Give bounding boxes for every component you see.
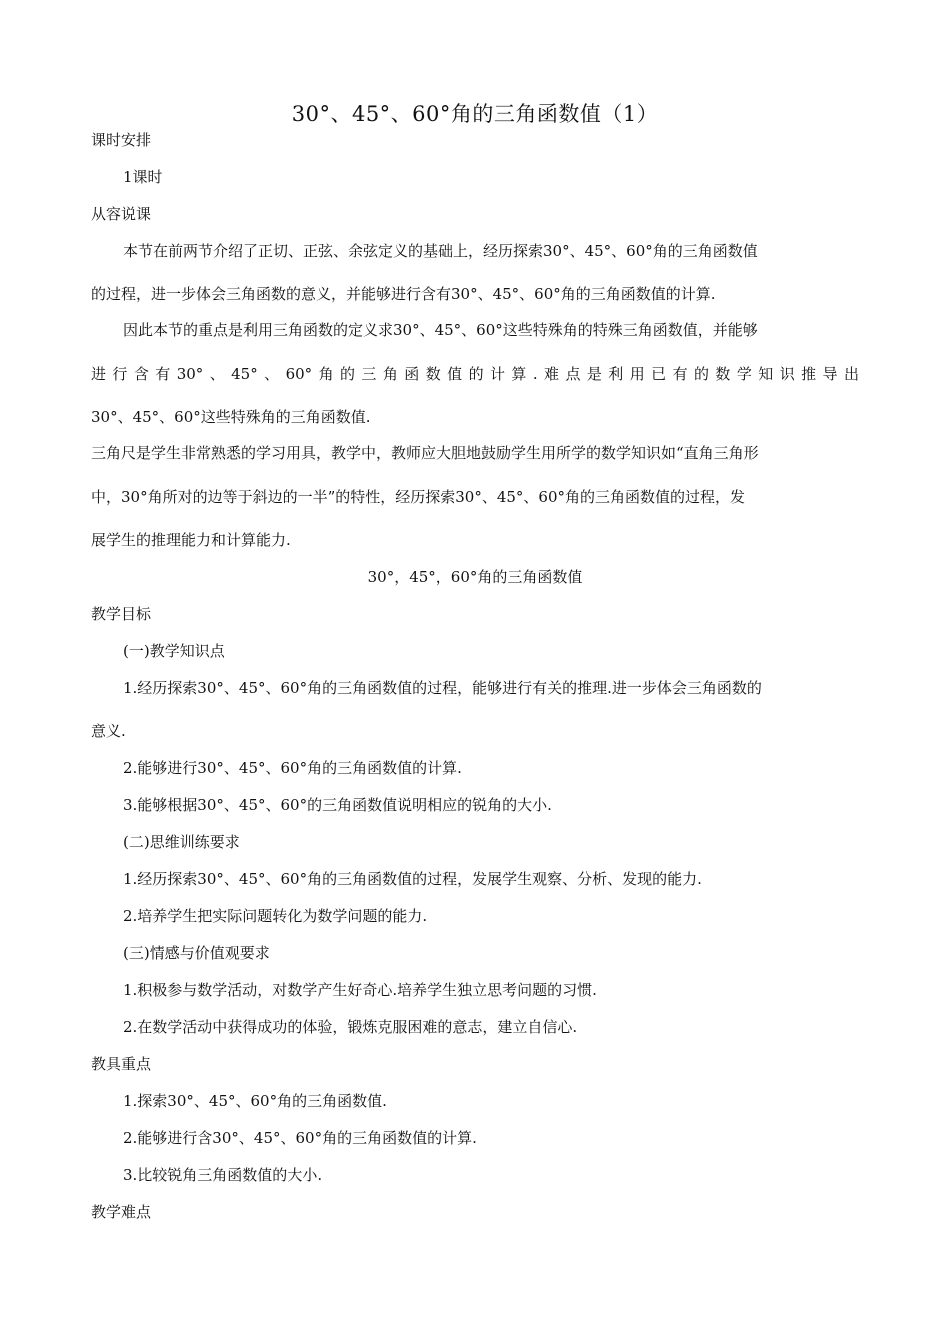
emotion-item-2: 2.在数学活动中获得成功的体验，锻炼克服困难的意志，建立自信心. [123,1018,578,1036]
emotion-item-1: 1.积极参与数学活动，对数学产生好奇心.培养学生独立思考问题的习惯. [123,981,597,999]
knowledge-item-1-line-2: 意义. [91,722,126,740]
thinking-item-1: 1.经历探索30°、45°、60°角的三角函数值的过程，发展学生观察、分析、发现的能力. [123,870,702,888]
intro-paragraph-1-line-2: 的过程，进一步体会三角函数的意义，并能够进行含有30°、45°、60°角的三角函数值的计算. [91,285,716,303]
knowledge-heading: (一)教学知识点 [123,642,225,660]
thinking-item-2: 2.培养学生把实际问题转化为数学问题的能力. [123,907,428,925]
intro-paragraph-3-line-1: 三角尺是学生非常熟悉的学习用具，教学中，教师应大胆地鼓励学生用所学的数学知识如“直角三角形 [91,444,759,462]
schedule-heading: 课时安排 [91,131,152,149]
document-title: 30°、45°、60°角的三角函数值（1） [291,102,659,126]
key-points-item-1: 1.探索30°、45°、60°角的三角函数值. [123,1092,387,1110]
intro-paragraph-3-line-3: 展学生的推理能力和计算能力. [91,531,291,549]
thinking-heading: (二)思维训练要求 [123,833,240,851]
schedule-value: 1课时 [123,168,163,186]
knowledge-item-1-line-1: 1.经历探索30°、45°、60°角的三角函数值的过程，能够进行有关的推理.进一步体会三角函数的 [123,679,762,697]
section-caption: 30°，45°，60°角的三角函数值 [367,568,583,586]
knowledge-item-3: 3.能够根据30°、45°、60°的三角函数值说明相应的锐角的大小. [123,796,552,814]
intro-paragraph-3-line-2: 中，30°角所对的边等于斜边的一半”的特性，经历探索30°、45°、60°角的三角函数值的过程，发 [91,488,746,506]
key-points-heading: 教具重点 [91,1055,152,1073]
intro-paragraph-2-line-2: 进行含有30°、45°、60°角的三角函数值的计算.难点是利用已有的数学知识推导出 [91,365,859,383]
key-points-item-3: 3.比较锐角三角函数值的大小. [123,1166,323,1184]
intro-paragraph-2-line-3: 30°、45°、60°这些特殊角的三角函数值. [91,408,371,426]
goals-heading: 教学目标 [91,605,152,623]
intro-heading: 从容说课 [91,205,152,223]
emotion-heading: (三)情感与价值观要求 [123,944,270,962]
intro-paragraph-1-line-1: 本节在前两节介绍了正切、正弦、余弦定义的基础上，经历探索30°、45°、60°角的三角函数值 [123,242,758,260]
intro-paragraph-2-line-1: 因此本节的重点是利用三角函数的定义求30°、45°、60°这些特殊角的特殊三角函数值，并能够 [123,321,758,339]
knowledge-item-2: 2.能够进行30°、45°、60°角的三角函数值的计算. [123,759,462,777]
key-points-item-2: 2.能够进行含30°、45°、60°角的三角函数值的计算. [123,1129,477,1147]
difficulty-heading: 教学难点 [91,1203,152,1221]
